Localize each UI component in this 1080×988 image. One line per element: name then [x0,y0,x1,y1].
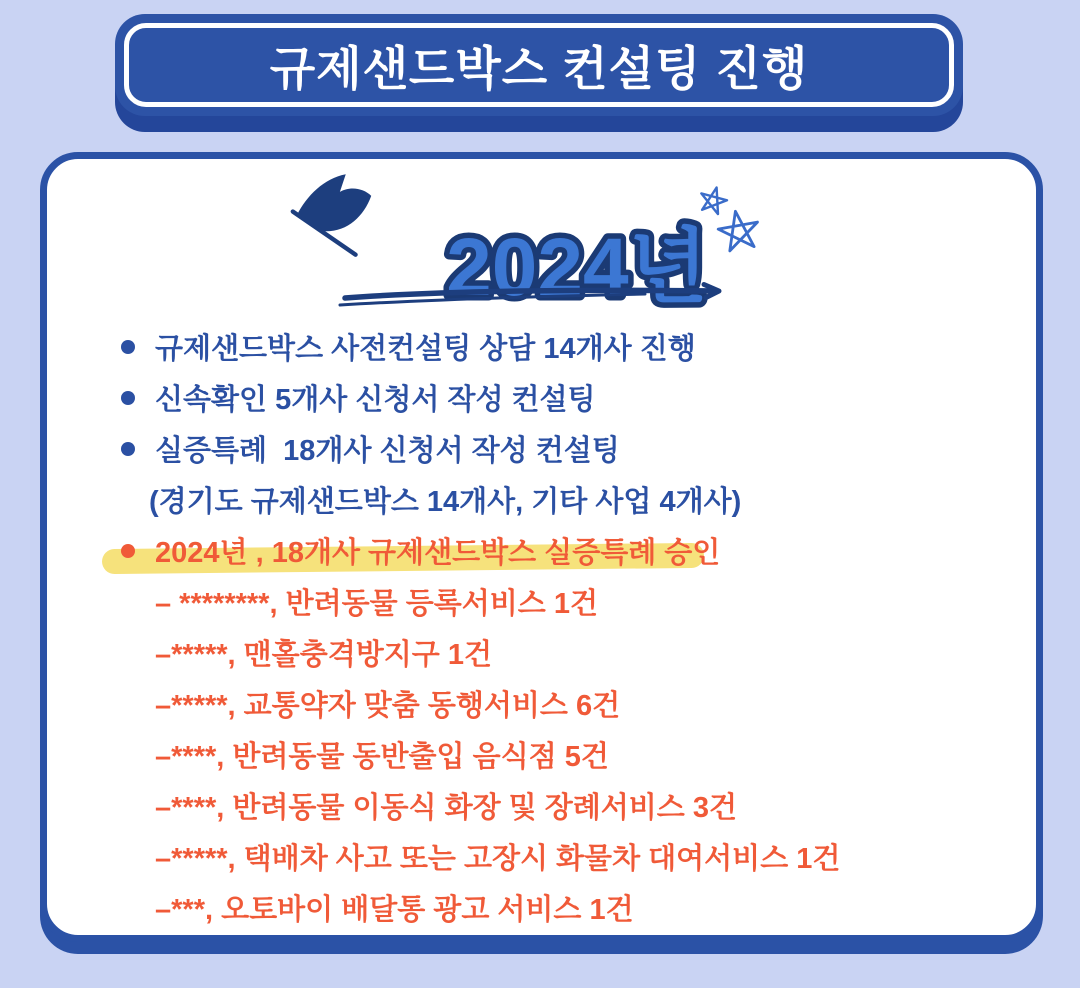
list-item-label: 규제샌드박스 사전컨설팅 상담 14개사 진행 [155,333,696,365]
page-title: 규제샌드박스 컨설팅 진행 [269,41,809,95]
list-item-label: 신속확인 5개사 신청서 작성 컨설팅 [155,384,596,416]
list-item [47,882,1036,933]
list-item [47,831,1036,882]
list-item-label: (경기도 규제샌드박스 14개사, 기타 사업 4개사) [149,486,742,518]
list-item-highlighted [47,525,1036,576]
list-item-label: –****, 반려동물 이동식 화장 및 장례서비스 3건 [155,792,738,824]
list-item [47,729,1036,780]
consulting-list [47,321,1036,933]
list-item-note [47,474,1036,525]
bullet-dot [121,442,135,456]
list-item [47,372,1036,423]
list-item [47,321,1036,372]
list-item [47,576,1036,627]
list-item-label: –***, 오토바이 배달통 광고 서비스 1건 [155,894,634,926]
bullet-dot [121,391,135,405]
list-item [47,423,1036,474]
list-item-label: –*****, 맨홀충격방지구 1건 [155,639,492,671]
list-item [47,627,1036,678]
bullet-dot [121,544,135,558]
list-item [47,678,1036,729]
list-item [47,780,1036,831]
sparkle-stars-icon [695,185,771,263]
list-item-label: 실증특례 18개사 신청서 작성 컨설팅 [155,435,620,467]
list-item-label: –*****, 택배차 사고 또는 고장시 화물차 대여서비스 1건 [155,843,841,875]
bullet-dot [121,340,135,354]
content-card [40,152,1043,942]
list-item-label: – ********, 반려동물 등록서비스 1건 [155,588,598,620]
list-item-label: 2024년 , 18개사 규제샌드박스 실증특례 승인 [155,537,721,569]
list-item-label: –****, 반려동물 동반출입 음식점 5건 [155,741,609,773]
title-banner [115,14,963,116]
list-item-label: –*****, 교통약자 맞춤 동행서비스 6건 [155,690,621,722]
arrow-underline-icon [335,281,735,311]
year-label: 2024년 [446,222,708,313]
